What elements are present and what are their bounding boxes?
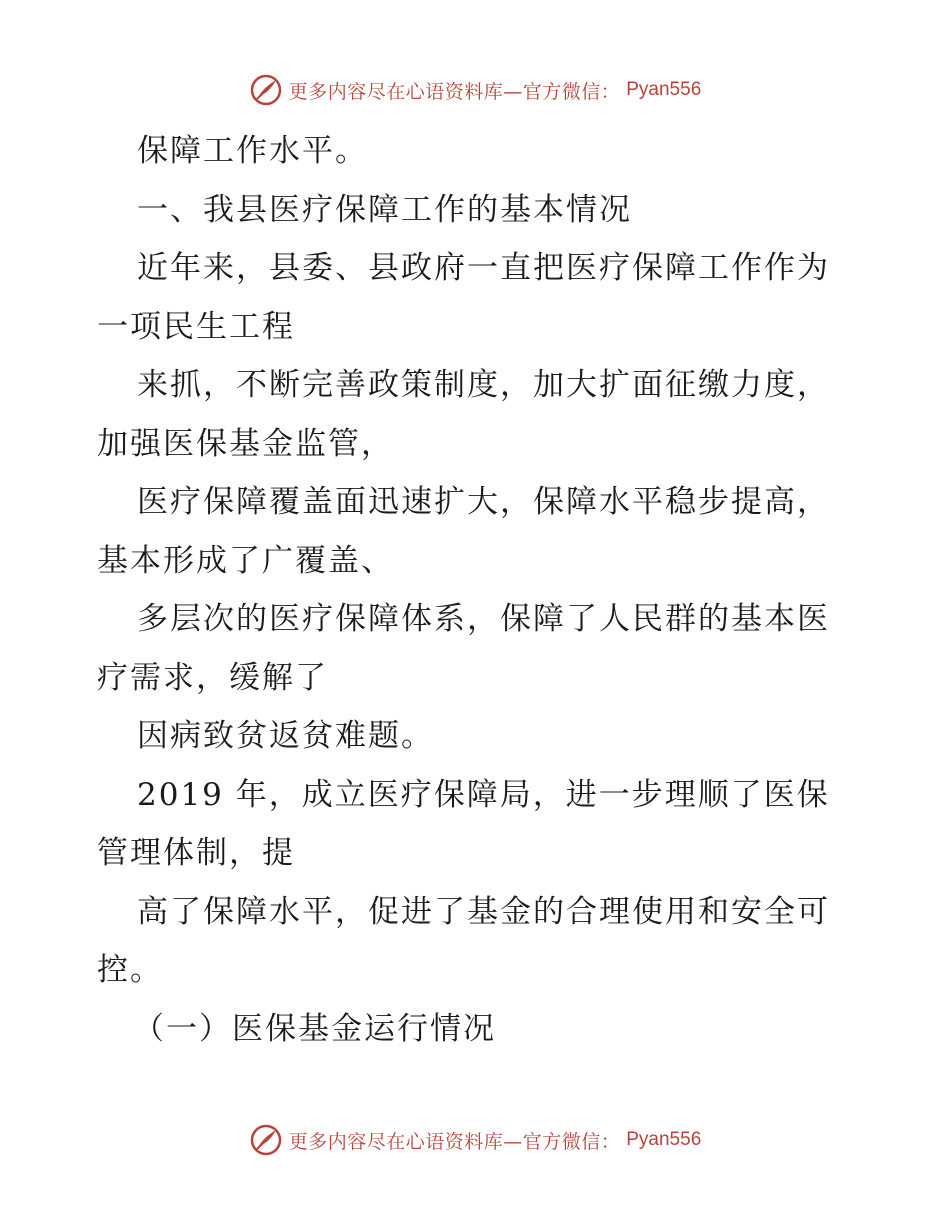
text-line: 控。 [97,952,163,988]
text-line: 近年来，县委、县政府一直把医疗保障工作作为 [137,250,830,286]
text-line: 来抓，不断完善政策制度，加大扩面征缴力度， [137,367,830,403]
watermark-text: 更多内容尽在心语资料库—官方微信： [288,1130,621,1153]
watermark-wechat-id: Pyan556 [626,1129,702,1150]
text-line: 保障工作水平。 [137,133,368,169]
watermark-header [0,70,950,110]
watermark-footer [0,1120,950,1160]
text-line: 2019 年，成立医疗保障局，进一步理顺了医保 [137,776,830,813]
watermark-wechat-id: Pyan556 [626,79,702,100]
text-line: 因病致贫返贫难题。 [137,718,434,754]
text-line: 疗需求，缓解了 [97,659,328,696]
watermark-text: 更多内容尽在心语资料库—官方微信： [288,80,621,103]
text-line: 高了保障水平，促进了基金的合理使用和安全可 [137,893,830,930]
quill-logo-icon [249,73,283,107]
text-line: 医疗保障覆盖面迅速扩大，保障水平稳步提高， [137,484,830,520]
section-heading: 一、我县医疗保障工作的基本情况 [137,191,632,228]
document-body [97,122,857,1058]
subsection-heading: （一）医保基金运行情况 [133,1010,496,1047]
text-line: 多层次的医疗保障体系，保障了人民群的基本医 [137,601,830,637]
text-line: 一项民生工程 [97,308,295,345]
text-line: 管理体制，提 [97,835,295,871]
text-line: 基本形成了广覆盖、 [97,542,394,579]
text-line: 加强医保基金监管， [97,425,394,462]
quill-logo-icon [249,1123,283,1157]
